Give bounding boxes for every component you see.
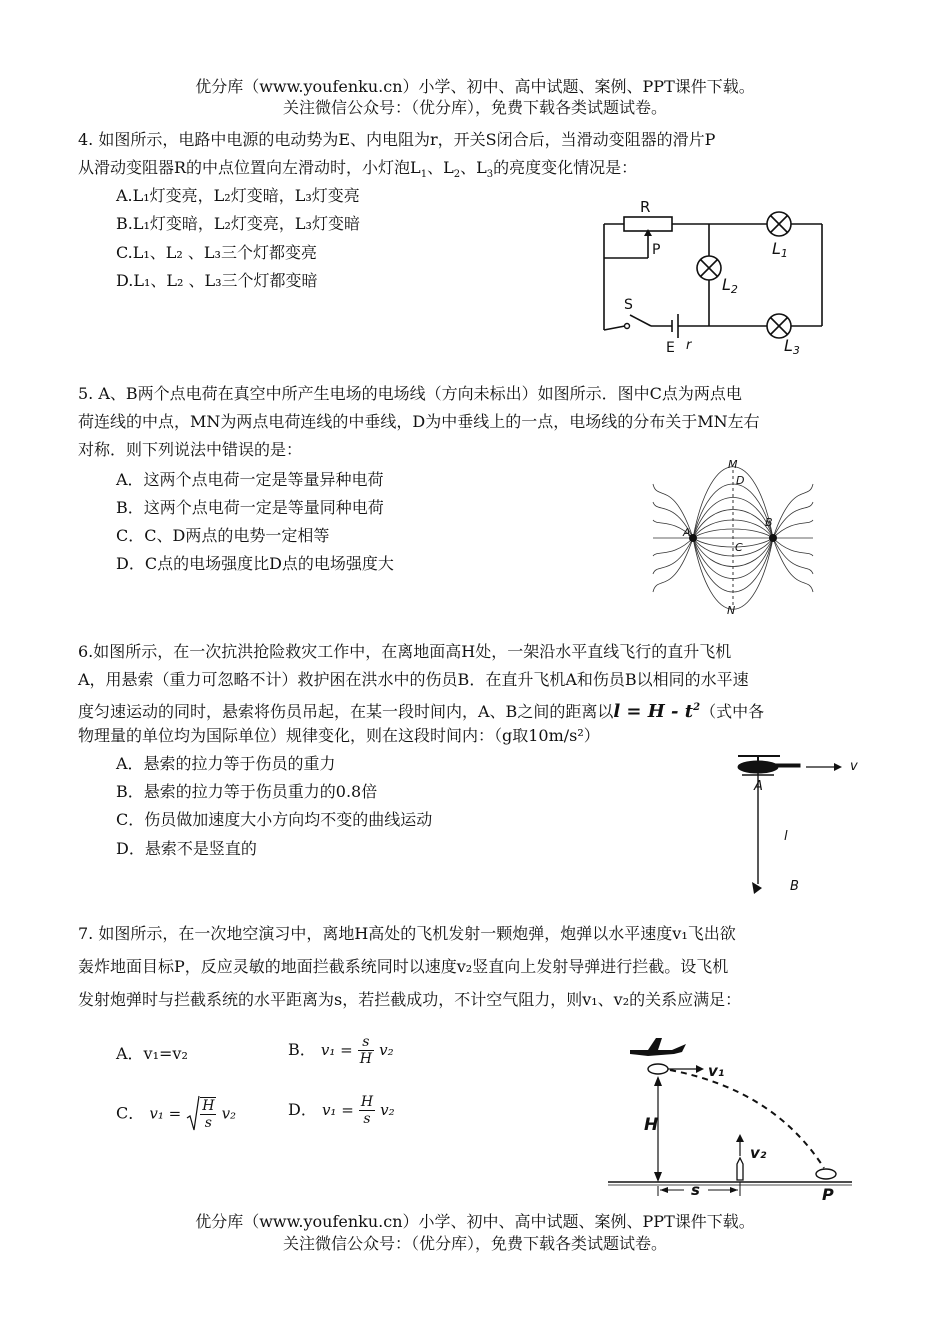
q7-label-P: P [822,1185,834,1204]
q4-option-b: B.L₁灯变暗，L₂灯变亮，L₃灯变暗 [116,214,360,233]
q6-stem-line-4: 物理量的单位均为国际单位）规律变化，则在这段时间内：（g取10m/s²） [78,726,600,745]
q4-label-R: R [640,198,651,216]
q4-label-E: E [666,340,675,356]
q6-formula: $l = H - t^2$ [613,701,701,722]
sqrt-symbol: $\frac{H}{s}$ [186,1094,216,1134]
q7-option-a: A．v₁=v₂ [116,1044,188,1063]
footer-line-1: 优分库（www.youfenku.cn）小学、初中、高中试题、案例、PPT课件下载。 [195,1212,755,1231]
q5-label-N: N [727,604,736,616]
q7-label-v2: v₂ [750,1144,767,1162]
q7-stem-line-3: 发射炮弹时与拦截系统的水平距离为s，若拦截成功，不计空气阻力，则v₁、v₂的关系应满足： [78,990,742,1009]
q4-label-P: P [652,242,661,258]
q4-option-c: C.L₁、L₂ 、L₃三个灯都变亮 [116,243,317,262]
q6-option-b: B．悬索的拉力等于伤员重力的0.8倍 [116,782,378,801]
q6-label-v: v [850,759,858,774]
q5-field-lines-diagram [650,456,870,616]
q6-option-d: D．悬索不是竖直的 [116,839,257,858]
q6-label-l: l [784,829,788,844]
q4-stem-line-1: 4. 如图所示，电路中电源的电动势为E、内电阻为r，开关S闭合后，当滑动变阻器的滑片P [78,130,716,149]
q7-option-c: C． v₁ = $\frac{H}{s}$ v₂ [116,1094,236,1134]
q5-label-A: A [683,526,691,539]
q4-label-L3: L3 [784,336,800,356]
q4-label-L1: L1 [772,239,788,260]
q4-stem-line-2: 从滑动变阻器R的中点位置向左滑动时，小灯泡$L_1$、$L_2$、$L_3$的亮度变化情况是： [78,158,638,181]
q7-interception-diagram [604,1028,856,1208]
q5-stem-line-1: 5. A、B两个点电荷在真空中所产生电场的电场线（方向未标出）如图所示．图中C点为两点电 [78,384,742,403]
q6-stem-line-1: 6.如图所示，在一次抗洪抢险救灾工作中，在离地面高H处，一架沿水平直线飞行的直升飞机 [78,642,732,661]
q6-option-c: C．伤员做加速度大小方向均不变的曲线运动 [116,810,433,829]
header-line-2: 关注微信公众号：（优分库），免费下载各类试题试卷。 [282,98,667,117]
q4-label-S: S [624,297,633,313]
q5-option-d: D．C点的电场强度比D点的电场强度大 [116,554,394,573]
q4-label-r: r [686,338,692,353]
q6-stem-line-3: 度匀速运动的同时，悬索将伤员吊起，在某一段时间内，A、B之间的距离以$l = H - t^2$（式中各 [78,701,765,722]
q7-label-s: s [691,1181,700,1199]
footer-line-2: 关注微信公众号：（优分库），免费下载各类试题试卷。 [282,1234,667,1253]
q4-circuit-diagram [596,196,836,356]
q5-option-b: B．这两个点电荷一定是等量同种电荷 [116,498,384,517]
q5-label-M: M [728,458,738,471]
q7-option-b: B． v₁ = $\frac{s}{H}$ v₂ [288,1034,394,1067]
q5-option-c: C．C、D两点的电势一定相等 [116,526,330,545]
q6-option-a: A．悬索的拉力等于伤员的重力 [116,754,336,773]
q7-label-v1: v₁ [708,1062,725,1080]
q4-option-a: A.L₁灯变亮，L₂灯变暗，L₃灯变亮 [116,186,360,205]
q5-label-D: D [736,474,745,487]
q4-label-L2: L2 [722,275,738,296]
q7-stem-line-1: 7. 如图所示，在一次地空演习中，离地H高处的飞机发射一颗炮弹，炮弹以水平速度v₁飞出欲 [78,924,736,943]
q6-label-B: B [790,879,799,894]
q5-stem-line-3: 对称．则下列说法中错误的是： [78,440,303,459]
header-line-1: 优分库（www.youfenku.cn）小学、初中、高中试题、案例、PPT课件下载。 [195,77,755,96]
q7-label-H: H [644,1115,659,1135]
q6-helicopter-diagram [728,748,868,898]
q7-option-d: D． v₁ = $\frac{H}{s}$ v₂ [288,1094,395,1127]
q6-label-A: A [754,779,763,794]
q7-stem-line-2: 轰炸地面目标P，反应灵敏的地面拦截系统同时以速度v₂竖直向上发射导弹进行拦截。设飞机 [78,957,729,976]
q6-stem-line-2: A，用悬索（重力可忽略不计）救护困在洪水中的伤员B．在直升飞机A和伤员B以相同的水平速 [78,670,749,689]
q5-stem-line-2: 荷连线的中点，MN为两点电荷连线的中垂线，D为中垂线上的一点，电场线的分布关于MN左右 [78,412,760,431]
q5-option-a: A．这两个点电荷一定是等量异种电荷 [116,470,384,489]
q5-label-C: C [735,541,743,554]
q4-option-d: D.L₁、L₂ 、L₃三个灯都变暗 [116,271,318,290]
q5-label-B: B [765,516,773,529]
